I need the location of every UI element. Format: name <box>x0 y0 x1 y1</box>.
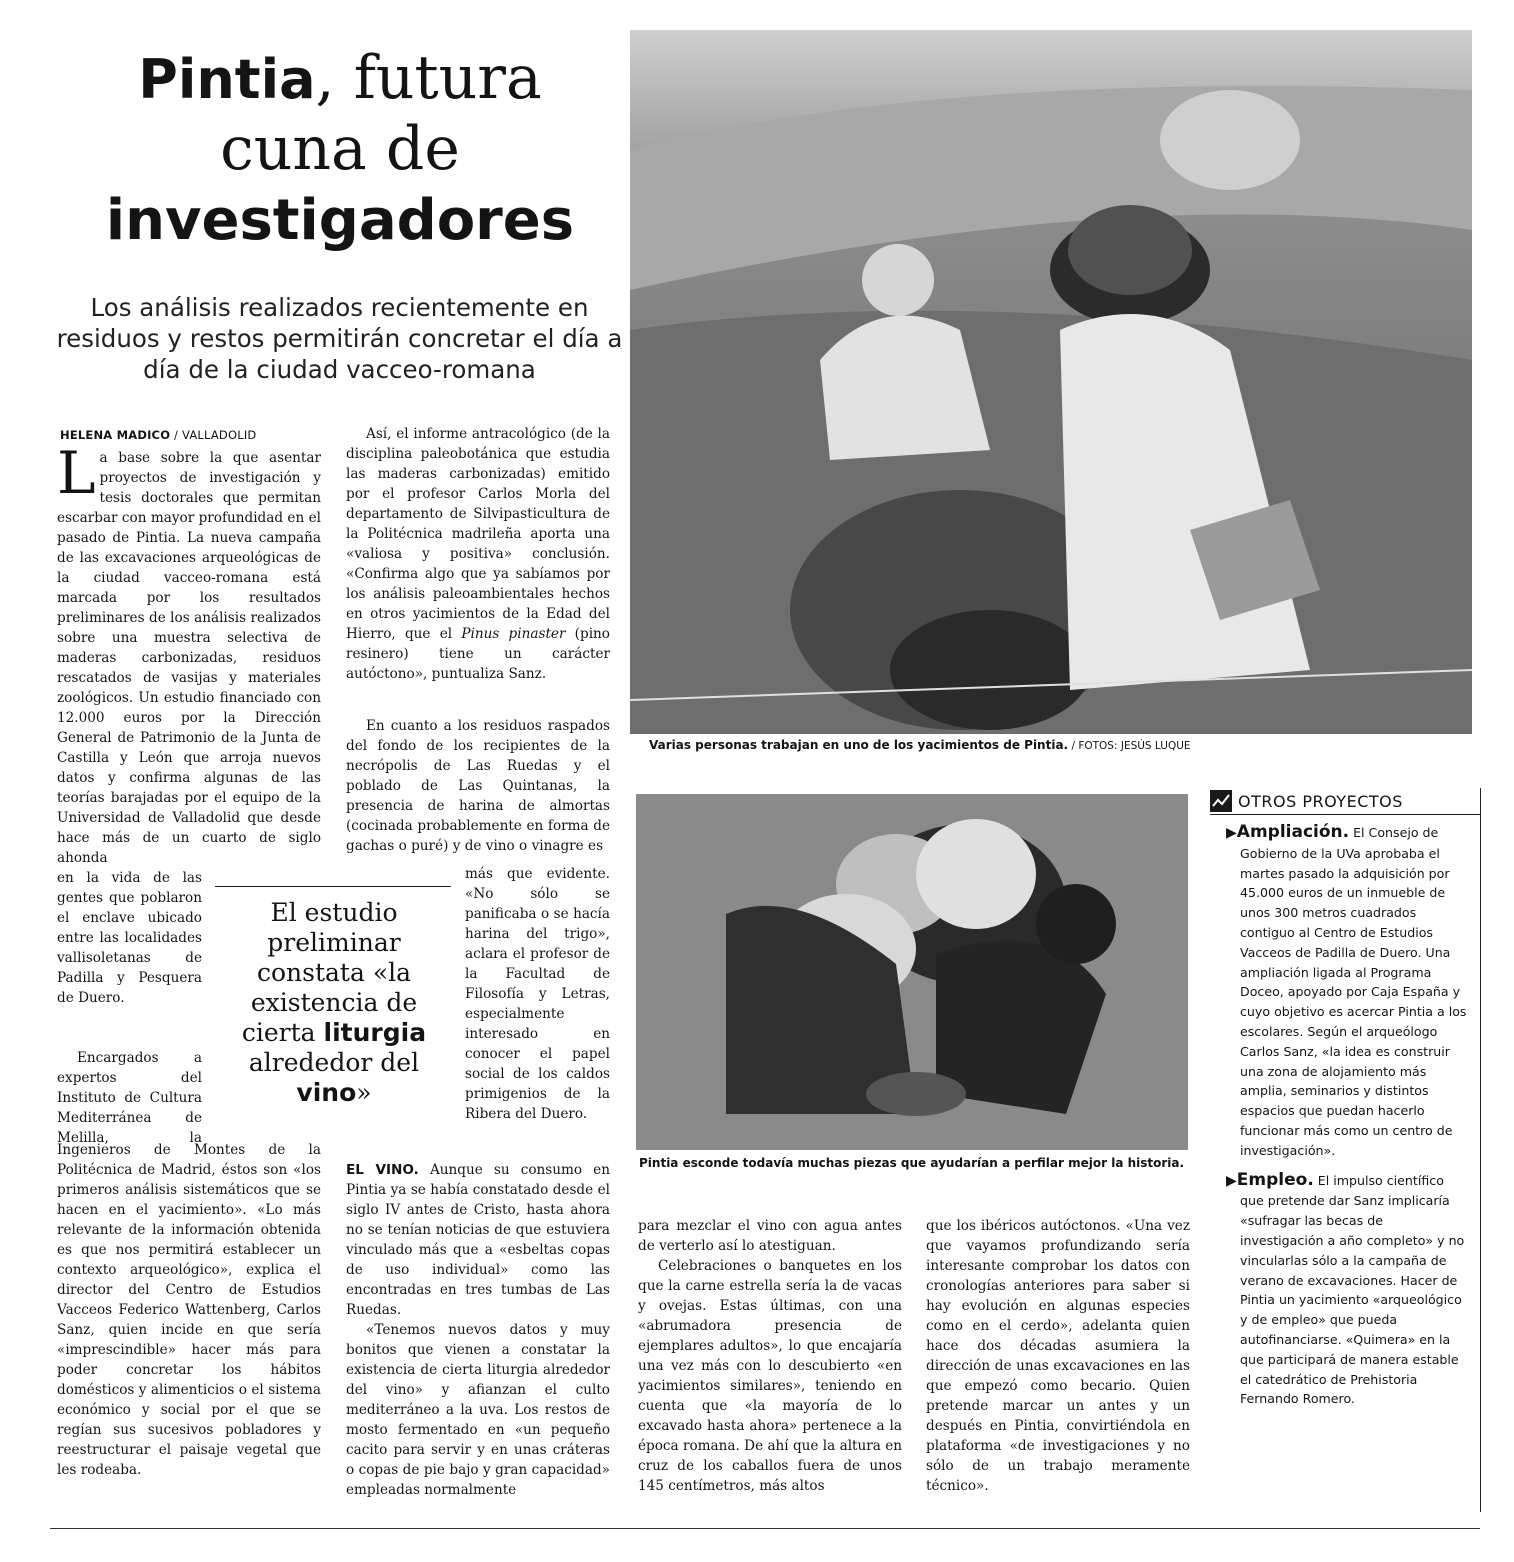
excavation-photo-2-drawing <box>636 794 1188 1150</box>
photo-1-caption: Varias personas trabajan en uno de los yacimientos de Pintia. / FOTOS: JESÚS LUQUE <box>649 738 1191 752</box>
sidebar-title: OTROS PROYECTOS <box>1238 791 1403 811</box>
byline-location: VALLADOLID <box>181 428 257 442</box>
species-name: Pinus pinaster <box>461 626 566 642</box>
column-2 <box>346 424 610 856</box>
pullquote: El estudio preliminar constata «la existencia de cierta liturgia alrededor del vino» <box>241 898 427 1107</box>
column-3 <box>638 1216 902 1516</box>
article-paragraph: que los ibéricos autóctonos. «Una vez que vayamos profundizando sería interesante comprobar los datos con cronologías anteriores para saber si hay evolución en algunas especies como en el cerdo», adelanta quien hace dos décadas asumiera la dirección de unas excavaciones en las que empezó como becario. Quien pretende marcar un antes y un después en Pintia, convirtiéndola en plataforma «de investigaciones y no sólo de un trabajo meramente técnico». <box>926 1218 1190 1494</box>
byline-separator: / <box>170 428 182 442</box>
column-1-narrow <box>57 868 202 1148</box>
photo-credit: / FOTOS: JESÚS LUQUE <box>1068 740 1191 752</box>
article-paragraph: Así, el informe antracológico (de la disciplina paleobotánica que estudia las maderas carbonizadas) emitido por el profesor Carlos Morla del departamento de Silvipasticultura de la Politécnica madrileña aporta una «valiosa y positiva» conclusión. «Confirma algo que ya sabíamos por los análisis paleoambientales hechos en otros yacimientos de la Edad del Hierro, que el Pinus pinaster (pino resinero) tiene un carácter autóctono», puntualiza Sanz. <box>346 426 610 682</box>
sidebar-item: ▶Ampliación. El Consejo de Gobierno de la UVa aprobaba el martes pasado la adquisición por 45.000 euros de un inmueble de unos 300 metros cuadrados contiguo al Centro de Estudios Vacceos de Padilla de Duero. Una ampliación ligada al Programa Doceo, apoyado por Caja España y cuyo objetivo es acercar Pintia a los escolares. Según el arqueólogo Carlos Sanz, «la idea es construir una zona de alojamiento más amplia, seminarios y distintos espacios que puedan hacerlo funcionar más como un centro de investigación». <box>1226 822 1467 1158</box>
article-paragraph: En cuanto a los residuos raspados del fondo de los recipientes de la necrópolis de Las Ruedas y el poblado de Las Quintanas, la presencia de harina de almortas (cocinada probablemente en forma de gachas o puré) y de vino o vinagre es <box>346 718 610 854</box>
excavation-photo-2 <box>636 794 1188 1150</box>
photo-2-caption: Pintia esconde todavía muchas piezas que ayudarían a perfilar mejor la historia. <box>639 1156 1185 1170</box>
article-paragraph: «Tenemos nuevos datos y muy bonitos que vienen a constatar la existencia de cierta liturgia alrededor del vino» y afianzan el culto mediterráneo a la uva. Los restos de mosto fermentado en «un pequeño cacito para servir y en unas cráteras o copas de pie bajo y gran capacidad» empleadas normalmente <box>346 1322 610 1498</box>
article-paragraph: La base sobre la que asentar proyectos de investigación y tesis doctorales que permitan escarbar con mayor profundidad en el pasado de Pintia. La nueva campaña de las excavaciones arqueológicas de la ciudad vacceo-romana está marcada por los resultados preliminares de los análisis realizados sobre una muestra selectiva de maderas carbonizadas, residuos rescatados de vasijas y materiales zoológicos. Un estudio financiado con 12.000 euros por la Dirección General de Patrimonio de la Junta de Castilla y León que arroja nuevos datos y confirma algunas de las teorías barajadas por el equipo de la Universidad de Valladolid que desde hace más de un cuarto de siglo ahonda <box>57 448 321 866</box>
article-paragraph: Celebraciones o banquetes en los que la carne estrella sería la de vacas y ovejas. Estas últimas, con una «abrumadora presencia de ejemplares adultos», lo que encajaría una vez más con lo descubierto «en yacimientos similares», teniendo en cuenta que «la mayoría de lo excavado hasta ahora» pertenece a la época romana. De ahí que la altura en cruz de los caballos fuera de unos 145 centímetros, más altos <box>638 1258 902 1494</box>
article-paragraph: en la vida de las gentes que poblaron el enclave ubicado entre las localidades vallisoletanas de Padilla y Pesquera de Duero. <box>57 870 202 1006</box>
pullquote-bold: liturgia <box>323 1018 427 1047</box>
article-paragraph: Ingenieros de Montes de la Politécnica de Madrid, éstos son «los primeros análisis sistemáticos que se hacen en el yacimiento». «Lo más relevante de la información obtenida es que nos permitirá establecer un contexto arqueológico», explica el director del Centro de Estudios Vacceos Federico Wattenberg, Carlos Sanz, quien incide en que sería «imprescindible» hacer más para poder concretar los hábitos domésticos y alimenticios o el sistema económico y social por el que se regían sus sucesivos pobladores y reestructurar el paisaje vegetal que les rodeaba. <box>57 1142 321 1478</box>
bottom-rule <box>50 1528 1480 1529</box>
sidebar-item-lead: Ampliación. <box>1236 822 1350 842</box>
headline <box>60 44 620 258</box>
column-2-lower <box>346 1160 610 1520</box>
pullquote-rule-top <box>215 886 451 887</box>
byline <box>60 428 257 442</box>
article-paragraph: Encargados a expertos del Instituto de Cultura Mediterránea de Melilla, la <box>57 1050 202 1146</box>
arrow-icon: ▶ <box>1226 1172 1237 1189</box>
excavation-photo-1-drawing <box>630 30 1472 734</box>
headline-bold-word: Pintia <box>138 48 316 111</box>
trend-icon <box>1210 790 1232 812</box>
headline-line1-rest: , futura <box>315 43 542 113</box>
excavation-photo-1 <box>630 30 1472 734</box>
article-paragraph: EL VINO. Aunque su consumo en Pintia ya se había constatado desde el siglo IV antes de Cristo, hasta ahora no se tenían noticias de que estuviera vinculado más que a «esbeltas copas de uso individual» como las encontradas en tres tumbas de Las Ruedas. <box>346 1162 610 1318</box>
arrow-icon: ▶ <box>1226 825 1237 841</box>
sidebar-header <box>1210 788 1480 815</box>
pullquote-bold: vino <box>296 1078 357 1107</box>
sidebar-item-lead: Empleo. <box>1236 1169 1314 1190</box>
headline-line3: investigadores <box>105 188 575 253</box>
sidebar-item: ▶Empleo. El impulso científico que pretende dar Sanz implicaría «sufragar las becas de investigación a año completo» y no vincularlas sólo a la campaña de verano de excavaciones. Hacer de Pintia un yacimiento «arqueológico y de empleo» que pueda autofinanciarse. «Quimera» en la que participará de manera estable el catedrático de Prehistoria Fernando Romero. <box>1226 1169 1465 1407</box>
column-1 <box>57 448 321 868</box>
drop-cap: L <box>57 448 96 507</box>
column-2-narrow <box>465 864 610 1142</box>
sidebar <box>1210 788 1481 1512</box>
column-4 <box>926 1216 1190 1516</box>
headline-line2: cuna de <box>220 114 460 184</box>
column-1-lower <box>57 1140 321 1520</box>
article-paragraph: más que evidente. «No sólo se panificaba o se hacía harina del trigo», aclara el profesor de la Facultad de Filosofía y Letras, especialmente interesado en conocer el papel social de los caldos primigenios de la Ribera del Duero. <box>465 866 610 1122</box>
byline-author: HELENA MADICO <box>60 428 171 442</box>
section-heading: EL VINO. <box>346 1162 419 1178</box>
article-paragraph: para mezclar el vino con agua antes de verterlo así lo atestiguan. <box>638 1218 902 1254</box>
sidebar-body <box>1210 815 1480 1409</box>
subtitle: Los análisis realizados recientemente en residuos y restos permitirán concretar el día a día de la ciudad vacceo-romana <box>56 293 623 384</box>
